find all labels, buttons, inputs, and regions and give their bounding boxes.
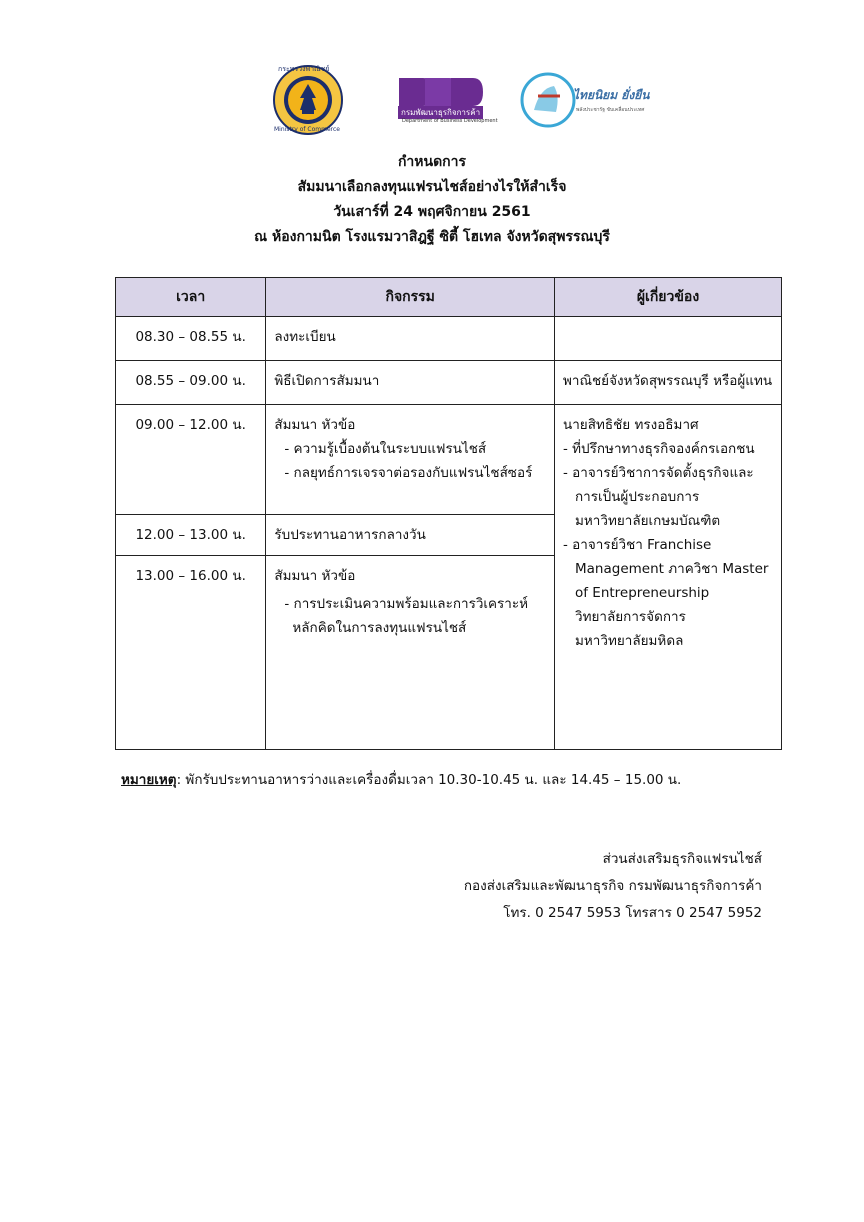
activity-topic: - การประเมินความพร้อมและการวิเคราะห์	[284, 596, 529, 612]
row-activity: ลงทะเบียน	[266, 317, 555, 361]
dbd-thai-text: กรมพัฒนาธุรกิจการค้า	[398, 106, 483, 119]
row-time: 12.00 – 13.00 น.	[116, 515, 266, 556]
activity-topic: - ความรู้เบื้องต้นในระบบแฟรนไชส์	[284, 441, 487, 457]
heading-venue: ณ ห้องกามนิต โรงแรมวาสิฎฐี ซิตี้ โฮเทล จังหวัดสุพรรณบุรี	[254, 229, 610, 245]
header-related: ผู้เกี่ยวข้อง	[555, 278, 782, 317]
row-related	[555, 317, 782, 361]
row-related: พาณิชย์จังหวัดสุพรรณบุรี หรือผู้แทน	[555, 361, 782, 405]
activity-topic: - กลยุทธ์การเจรจาต่อรองกับแฟรนไชส์ซอร์	[284, 465, 533, 481]
table-row	[116, 317, 782, 361]
speaker-cell	[555, 405, 782, 750]
table-row	[116, 405, 782, 515]
logo-bar	[0, 62, 864, 142]
thai-niyom-subtext: พลังประชารัฐ ขับเคลื่อนประเทศ	[576, 107, 645, 113]
moc-bottom-text: Ministry of Commerce	[274, 126, 340, 133]
speaker-credential: - อาจารย์วิชาการจัดตั้งธุรกิจและ	[563, 465, 754, 481]
heading-title: กำหนดการ	[397, 154, 467, 170]
table-row	[116, 361, 782, 405]
row-time: 09.00 – 12.00 น.	[116, 405, 266, 515]
speaker-credential: มหาวิทยาลัยมหิดล	[575, 633, 684, 649]
speaker-credential: - อาจารย์วิชา Franchise	[563, 537, 712, 553]
activity-title: สัมมนา หัวข้อ	[274, 417, 356, 433]
row-activity: รับประทานอาหารกลางวัน	[266, 515, 555, 556]
document-heading	[0, 150, 864, 250]
heading-seminar: สัมมนาเลือกลงทุนแฟรนไชส์อย่างไรให้สำเร็จ	[297, 179, 567, 195]
speaker-credential: มหาวิทยาลัยเกษมบัณฑิต	[575, 513, 721, 529]
activity-topic: หลักคิดในการลงทุนแฟรนไชส์	[292, 620, 467, 636]
row-activity	[266, 405, 555, 515]
contact-division: กองส่งเสริมและพัฒนาธุรกิจ กรมพัฒนาธุรกิจการค้า	[463, 878, 762, 894]
moc-top-text: กระทรวงพาณิชย์	[278, 65, 330, 73]
remark-text: : พักรับประทานอาหารว่างและเครื่องดื่มเวลา 10.30-10.45 น. และ 14.45 – 15.00 น.	[176, 772, 682, 788]
speaker-name: นายสิทธิชัย ทรงอธิมาศ	[563, 417, 699, 433]
row-time: 08.55 – 09.00 น.	[116, 361, 266, 405]
activity-title: สัมมนา หัวข้อ	[274, 568, 356, 584]
header-time: เวลา	[116, 278, 266, 317]
contact-block	[464, 846, 762, 927]
schedule-table	[115, 277, 782, 750]
header-activity: กิจกรรม	[266, 278, 555, 317]
row-time: 13.00 – 16.00 น.	[116, 556, 266, 750]
dbd-eng-text: Department of Business Development	[402, 118, 498, 124]
remark-note	[121, 768, 681, 790]
speaker-credential: การเป็นผู้ประกอบการ	[575, 489, 700, 505]
heading-date: วันเสาร์ที่ 24 พฤศจิกายน 2561	[333, 204, 531, 220]
speaker-credential: - ที่ปรึกษาทางธุรกิจองค์กรเอกชน	[563, 441, 755, 457]
row-activity	[266, 556, 555, 750]
speaker-credential: of Entrepreneurship	[575, 585, 710, 601]
remark-label: หมายเหตุ	[121, 772, 177, 788]
speaker-credential: Management ภาควิชา Master	[575, 561, 769, 577]
contact-unit: ส่วนส่งเสริมธุรกิจแฟรนไชส์	[602, 851, 762, 867]
speaker-credential: วิทยาลัยการจัดการ	[575, 609, 686, 625]
thai-niyom-text: ไทยนิยม ยั่งยืน	[573, 88, 650, 102]
contact-phone: โทร. 0 2547 5953 โทรสาร 0 2547 5952	[503, 905, 762, 921]
row-time: 08.30 – 08.55 น.	[116, 317, 266, 361]
row-activity: พิธีเปิดการสัมมนา	[266, 361, 555, 405]
table-header-row	[116, 278, 782, 317]
